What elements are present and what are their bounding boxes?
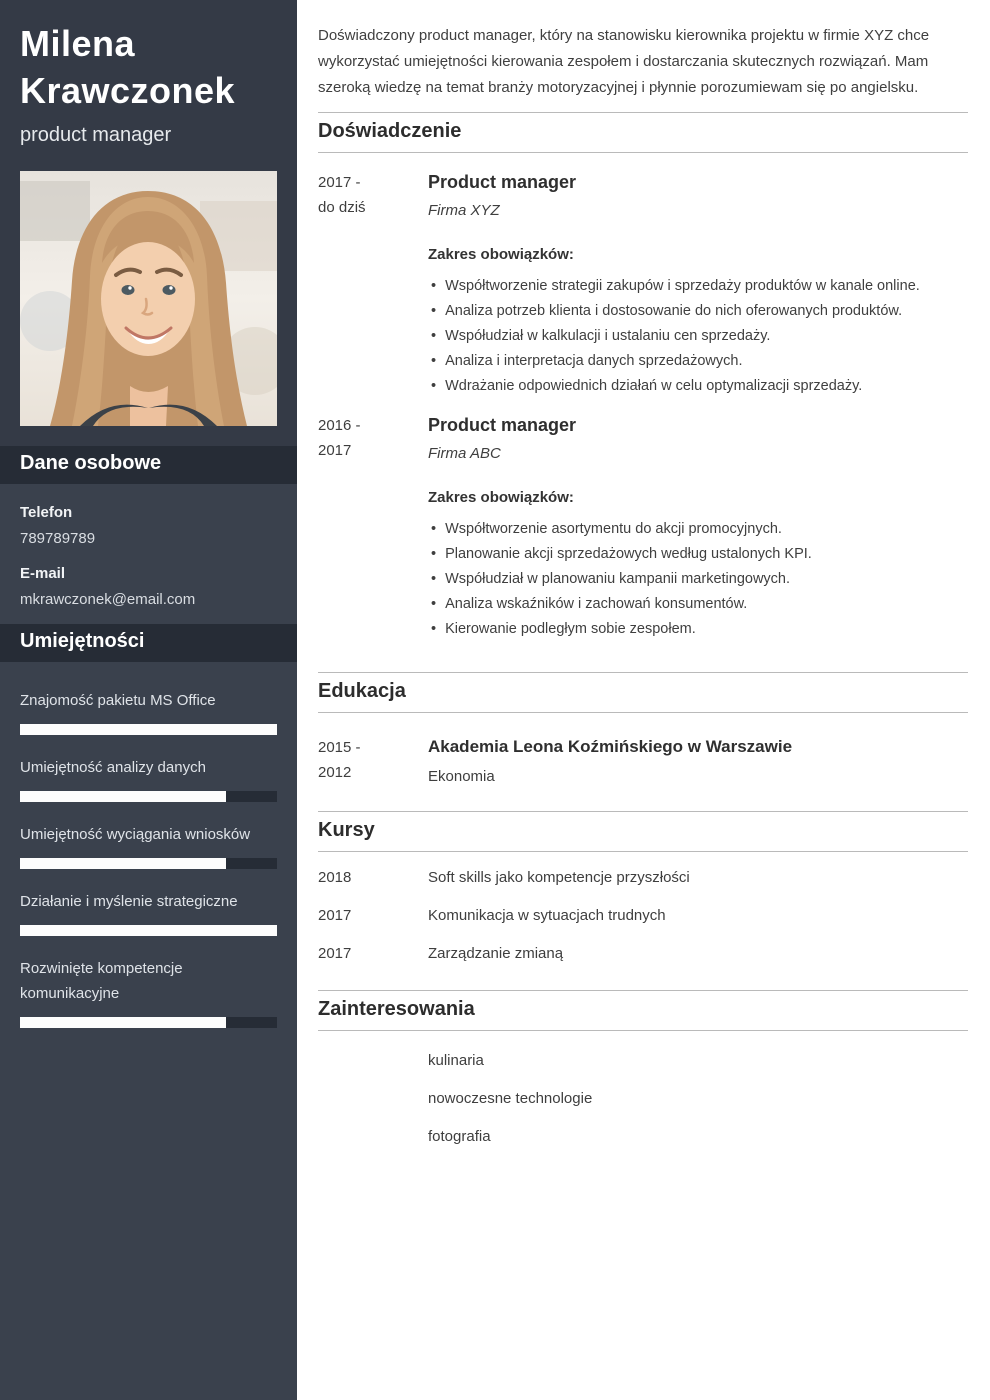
duties-list xyxy=(428,517,968,642)
education-dates xyxy=(318,735,428,785)
course-year: 2018 xyxy=(318,869,352,886)
date-from: 2015 - xyxy=(318,739,361,756)
duty-text: Wdrażanie odpowiednich działań w celu optymalizacji sprzedaży. xyxy=(445,378,863,394)
personal-data-block xyxy=(0,484,297,624)
education-entry xyxy=(318,735,968,785)
duty-item xyxy=(428,299,968,324)
experience-entry xyxy=(318,413,968,642)
skill-bar-track xyxy=(20,925,277,936)
duty-item xyxy=(428,592,968,617)
experience-body xyxy=(428,413,968,642)
experience-dates xyxy=(318,413,428,642)
duty-text: Kierowanie podległym sobie zespołem. xyxy=(445,621,696,637)
bullet-icon: • xyxy=(431,621,437,637)
experience-body xyxy=(428,170,968,399)
date-to: 2017 xyxy=(318,442,352,459)
skill-bar-fill xyxy=(20,724,277,735)
duty-text: Planowanie akcji sprzedażowych według ustalonych KPI. xyxy=(445,546,812,562)
duty-item xyxy=(428,324,968,349)
bullet-icon: • xyxy=(431,278,437,294)
skill-item xyxy=(20,822,277,869)
experience-dates xyxy=(318,170,428,399)
skill-label: Znajomość pakietu MS Office xyxy=(20,692,216,709)
skill-item xyxy=(20,688,277,735)
skill-bar-track xyxy=(20,724,277,735)
course-year: 2017 xyxy=(318,945,352,962)
main-column xyxy=(297,0,990,1400)
profile-summary: Doświadczony product manager, który na stanowisku kierownika projektu w firmie XYZ chce wykorzystać umiejętności kierowania zespołem i dostarczania skutecznych rozwiązań. Mam szeroką wiedzę na temat branży motoryzacyjnej i płynnie porozumiewam się po angielsku. xyxy=(318,27,930,96)
sidebar-section-header-skills: Umiejętności xyxy=(0,624,297,662)
duty-item xyxy=(428,274,968,299)
duty-text: Analiza i interpretacja danych sprzedażowych. xyxy=(445,353,743,369)
skill-bar-fill xyxy=(20,858,226,869)
bullet-icon: • xyxy=(431,571,437,587)
duty-text: Współtworzenie asortymentu do akcji promocyjnych. xyxy=(445,521,782,537)
duty-text: Analiza potrzeb klienta i dostosowanie do nich oferowanych produktów. xyxy=(445,303,903,319)
duty-text: Analiza wskaźników i zachowań konsumentów. xyxy=(445,596,748,612)
person-name-line1: Milena xyxy=(20,23,136,64)
skills-block xyxy=(0,662,297,1400)
duty-item xyxy=(428,517,968,542)
bullet-icon: • xyxy=(431,596,437,612)
date-to: 2012 xyxy=(318,764,352,781)
duty-text: Współtworzenie strategii zakupów i sprzedaży produktów w kanale online. xyxy=(445,278,920,294)
phone-value: 789789789 xyxy=(20,530,96,547)
date-to: do dziś xyxy=(318,199,366,216)
interests-list xyxy=(318,1049,968,1149)
course-name: Zarządzanie zmianą xyxy=(428,945,564,962)
duty-text: Współudział w kalkulacji i ustalaniu cen sprzedaży. xyxy=(445,328,771,344)
bullet-icon: • xyxy=(431,521,437,537)
duty-item xyxy=(428,374,968,399)
section-header-courses: Kursy xyxy=(318,811,968,852)
bullet-icon: • xyxy=(431,303,437,319)
company-name: Firma ABC xyxy=(428,445,501,462)
company-name: Firma XYZ xyxy=(428,202,500,219)
skill-bar-track xyxy=(20,858,277,869)
section-header-education: Edukacja xyxy=(318,672,968,713)
course-year: 2017 xyxy=(318,907,352,924)
bullet-icon: • xyxy=(431,546,437,562)
job-title: Product manager xyxy=(428,415,577,435)
sidebar xyxy=(0,0,297,1400)
school-name: Akademia Leona Koźmińskiego w Warszawie xyxy=(428,737,793,756)
date-from: 2017 - xyxy=(318,174,361,191)
email-value: mkrawczonek@email.com xyxy=(20,591,196,608)
course-name: Komunikacja w sytuacjach trudnych xyxy=(428,907,666,924)
skill-label: Rozwinięte kompetencje komunikacyjne xyxy=(20,960,183,1002)
skill-bar-track xyxy=(20,791,277,802)
duty-item xyxy=(428,617,968,642)
skill-bar-track xyxy=(20,1017,277,1028)
course-row xyxy=(318,904,968,928)
person-name xyxy=(20,20,277,114)
section-header-interests: Zainteresowania xyxy=(318,990,968,1031)
experience-entry xyxy=(318,170,968,399)
section-header-experience: Doświadczenie xyxy=(318,112,968,153)
phone-label: Telefon xyxy=(20,504,73,521)
duties-list xyxy=(428,274,968,399)
skill-item xyxy=(20,956,277,1028)
education-body xyxy=(428,735,968,785)
duty-item xyxy=(428,542,968,567)
person-job-title: product manager xyxy=(20,124,172,146)
date-from: 2016 - xyxy=(318,417,361,434)
field-of-study: Ekonomia xyxy=(428,768,495,785)
interest-item: kulinaria xyxy=(428,1052,484,1069)
skill-label: Działanie i myślenie strategiczne xyxy=(20,893,238,910)
sidebar-section-header-personal: Dane osobowe xyxy=(0,446,297,484)
duties-label: Zakres obowiązków: xyxy=(428,246,574,263)
duty-item xyxy=(428,567,968,592)
course-name: Soft skills jako kompetencje przyszłości xyxy=(428,869,690,886)
skill-item xyxy=(20,889,277,936)
email-label: E-mail xyxy=(20,565,66,582)
skill-label: Umiejętność wyciągania wniosków xyxy=(20,826,251,843)
course-row xyxy=(318,866,968,890)
interest-item: nowoczesne technologie xyxy=(428,1090,593,1107)
profile-photo-illustration xyxy=(20,171,277,426)
duty-item xyxy=(428,349,968,374)
bullet-icon: • xyxy=(431,378,437,394)
profile-photo xyxy=(20,171,277,426)
duty-text: Współudział w planowaniu kampanii marketingowych. xyxy=(445,571,791,587)
job-title: Product manager xyxy=(428,172,577,192)
interest-item: fotografia xyxy=(428,1128,491,1145)
sidebar-identity xyxy=(0,0,297,426)
skill-bar-fill xyxy=(20,1017,226,1028)
skill-bar-fill xyxy=(20,925,277,936)
skill-bar-fill xyxy=(20,791,226,802)
courses-list xyxy=(318,866,968,966)
duties-label: Zakres obowiązków: xyxy=(428,489,574,506)
bullet-icon: • xyxy=(431,328,437,344)
bullet-icon: • xyxy=(431,353,437,369)
skill-item xyxy=(20,755,277,802)
skill-label: Umiejętność analizy danych xyxy=(20,759,206,776)
person-name-line2: Krawczonek xyxy=(20,70,236,111)
course-row xyxy=(318,942,968,966)
